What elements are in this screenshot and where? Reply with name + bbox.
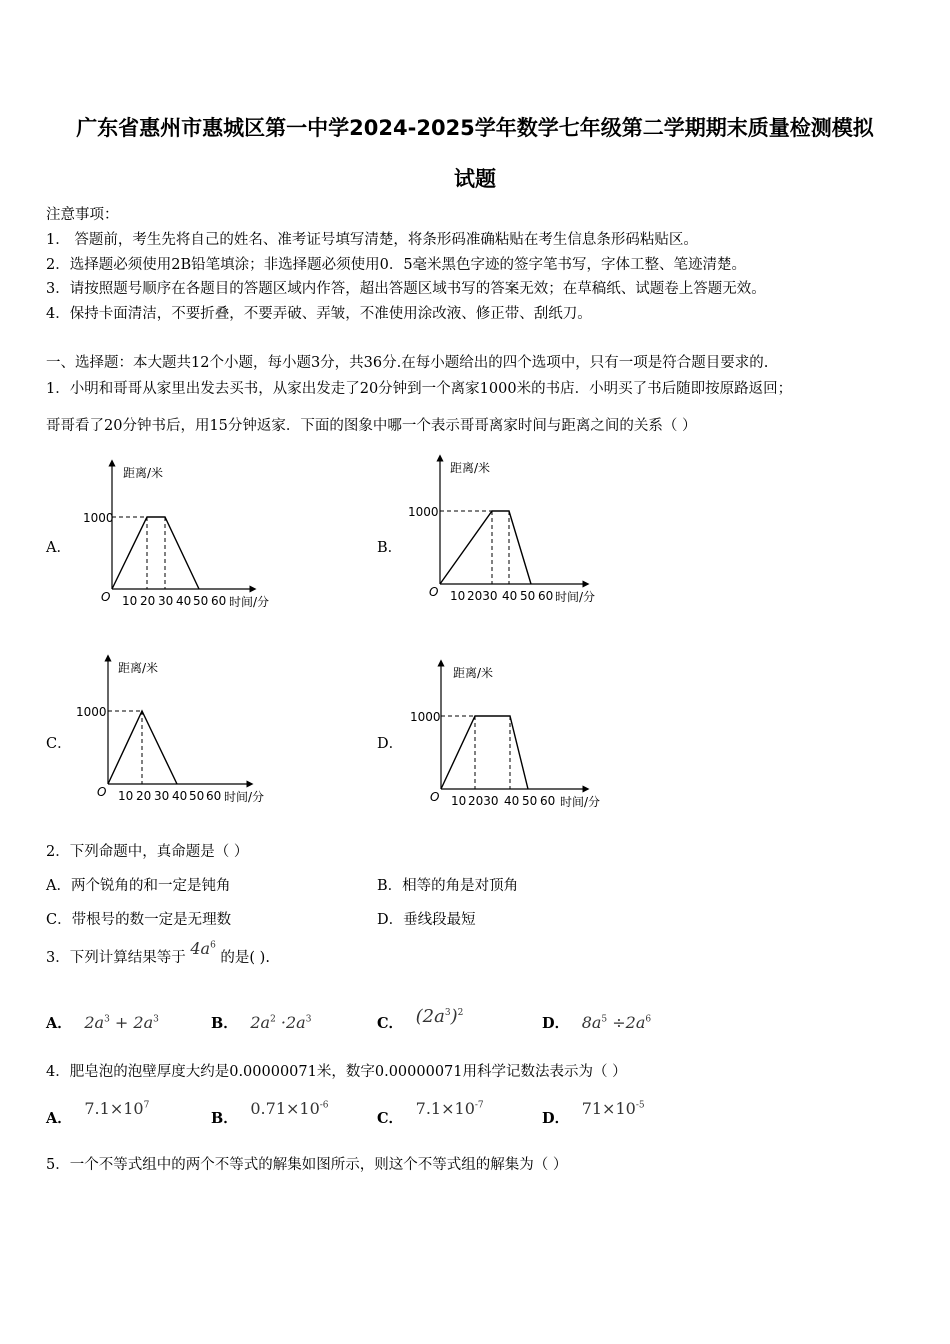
x-axis-label: 时间/分 xyxy=(229,595,270,609)
q4-option-b-expr: $0.71\times 10^{-6}$ xyxy=(250,1099,329,1118)
q2-option-a[interactable]: A．两个锐角的和一定是钝角 xyxy=(46,878,231,894)
notice-heading: 注意事项： xyxy=(46,207,119,223)
y-axis-label: 距离/米 xyxy=(123,466,164,480)
q1-stem-line2: 哥哥看了20分钟书后，用15分钟返家．下面的图象中哪一个表示哥哥离家时间与距离之间的关系（ ） xyxy=(46,418,697,434)
q2-option-c[interactable]: C．带根号的数一定是无理数 xyxy=(46,912,232,928)
page-title: 广东省惠州市惠城区第一中学2024-2025学年数学七年级第二学期期末质量检测模拟 xyxy=(76,116,874,140)
distance-line xyxy=(112,517,199,589)
y-tick-1000: 1000 xyxy=(408,505,439,519)
q2-option-d[interactable]: D．垂线段最短 xyxy=(377,912,476,928)
q4-option-d-expr: $71\times 10^{-5}$ xyxy=(581,1099,645,1118)
x-tick: 2030 xyxy=(468,794,499,808)
y-axis-label: 距离/米 xyxy=(118,661,159,675)
x-tick: 60 xyxy=(538,589,554,603)
distance-line xyxy=(441,716,528,789)
q4-option-d[interactable]: D． $71\times 10^{-5}$ xyxy=(542,1099,645,1127)
q3-option-a[interactable]: A． $2a^3 + 2a^3$ xyxy=(46,1013,159,1032)
q4-option-b[interactable]: B． $0.71\times 10^{-6}$ xyxy=(211,1099,329,1127)
x-tick: 60 xyxy=(211,594,227,608)
q1-option-d-label[interactable]: D． xyxy=(377,736,404,752)
x-tick: 30 xyxy=(158,594,174,608)
x-axis-label: 时间/分 xyxy=(224,790,265,804)
x-tick: 50 xyxy=(522,794,538,808)
y-tick-1000: 1000 xyxy=(410,710,441,724)
q3-option-c-expr: $(2a^3)^2$ xyxy=(415,1006,464,1027)
origin-label: O xyxy=(97,785,107,799)
x-tick: 40 xyxy=(172,789,188,803)
x-tick: 10 xyxy=(122,594,138,608)
x-tick: 40 xyxy=(502,589,518,603)
origin-label: O xyxy=(430,790,440,804)
y-tick-1000: 1000 xyxy=(83,511,114,525)
x-tick: 50 xyxy=(189,789,205,803)
x-tick: 20 xyxy=(136,789,152,803)
notice-item: 2．选择题必须使用2B铅笔填涂；非选择题必须使用0．5毫米黑色字迹的签字笔书写，字体工整、笔迹清楚。 xyxy=(46,257,747,273)
x-tick: 40 xyxy=(504,794,520,808)
x-tick: 40 xyxy=(176,594,192,608)
q1-graph-b xyxy=(408,450,618,610)
origin-label: O xyxy=(101,590,111,604)
q4-option-a-expr: $7.1\times 10^7$ xyxy=(84,1099,150,1118)
q3-option-d-expr: $8a^5 \div 2a^6$ xyxy=(581,1013,652,1032)
x-tick: 10 xyxy=(451,794,467,808)
q1-option-a-label[interactable]: A． xyxy=(46,540,71,556)
notice-item: 3．请按照题号顺序在各题目的答题区域内作答，超出答题区域书写的答案无效；在草稿纸、试题卷上答题无效。 xyxy=(46,281,766,297)
q2-stem: 2．下列命题中，真命题是（ ） xyxy=(46,844,249,860)
q3-stem-post: 的是( ). xyxy=(220,950,270,966)
x-axis-label: 时间/分 xyxy=(560,795,601,809)
notice-item: 1． 答题前，考生先将自己的姓名、准考证号填写清楚，将条形码准确粘贴在考生信息条形码粘贴区。 xyxy=(46,232,698,248)
x-tick: 2030 xyxy=(467,589,498,603)
y-axis-label: 距离/米 xyxy=(453,666,494,680)
x-tick: 30 xyxy=(154,789,170,803)
q1-option-b-label[interactable]: B． xyxy=(377,540,403,556)
distance-line xyxy=(440,511,531,584)
y-axis-label: 距离/米 xyxy=(450,461,491,475)
q2-option-b[interactable]: B．相等的角是对顶角 xyxy=(377,878,519,894)
x-tick: 60 xyxy=(206,789,222,803)
q3-option-c[interactable]: C． $(2a^3)^2$ xyxy=(377,1006,464,1032)
q3-stem-pre: 3．下列计算结果等于 xyxy=(46,950,186,966)
q1-option-c-label[interactable]: C． xyxy=(46,736,72,752)
x-tick: 10 xyxy=(118,789,134,803)
q4-option-c[interactable]: C． $7.1\times 10^{-7}$ xyxy=(377,1099,484,1127)
q3-stem xyxy=(46,939,270,967)
q3-option-b-expr: $2a^2 \cdot 2a^3$ xyxy=(250,1013,312,1032)
q3-stem-expr: $4a^6$ xyxy=(190,939,216,958)
page-title-line2: 试题 xyxy=(454,167,496,191)
notice-item: 4．保持卡面清洁，不要折叠，不要弄破、弄皱，不准使用涂改液、修正带、刮纸刀。 xyxy=(46,306,592,322)
q1-graph-a xyxy=(83,455,295,615)
q5-stem: 5．一个不等式组中的两个不等式的解集如图所示，则这个不等式组的解集为（ ） xyxy=(46,1157,568,1173)
x-tick: 50 xyxy=(193,594,209,608)
q1-graph-c xyxy=(76,650,290,810)
q4-stem: 4．肥皂泡的泡壁厚度大约是0.00000071米，数字0.00000071用科学记数法表示为（ ） xyxy=(46,1064,627,1080)
q3-option-d[interactable]: D． $8a^5 \div 2a^6$ xyxy=(542,1013,652,1032)
x-tick: 50 xyxy=(520,589,536,603)
q1-stem-line1: 1．小明和哥哥从家里出发去买书，从家出发走了20分钟到一个离家1000米的书店．小明买了书后随即按原路返回； xyxy=(46,381,793,397)
q1-graph-d xyxy=(410,655,620,815)
x-tick: 60 xyxy=(540,794,556,808)
q4-option-a[interactable]: A． $7.1\times 10^7$ xyxy=(46,1099,150,1127)
q3-option-b[interactable]: B． $2a^2 \cdot 2a^3$ xyxy=(211,1013,312,1032)
x-tick: 10 xyxy=(450,589,466,603)
q4-option-c-expr: $7.1\times 10^{-7}$ xyxy=(415,1099,484,1118)
section-heading: 一、选择题：本大题共12个小题，每小题3分，共36分.在每小题给出的四个选项中，只有一项是符合题目要求的. xyxy=(46,355,769,371)
q3-option-a-expr: $2a^3 + 2a^3$ xyxy=(84,1013,159,1032)
y-tick-1000: 1000 xyxy=(76,705,107,719)
origin-label: O xyxy=(429,585,439,599)
x-axis-label: 时间/分 xyxy=(555,590,596,604)
x-tick: 20 xyxy=(140,594,156,608)
